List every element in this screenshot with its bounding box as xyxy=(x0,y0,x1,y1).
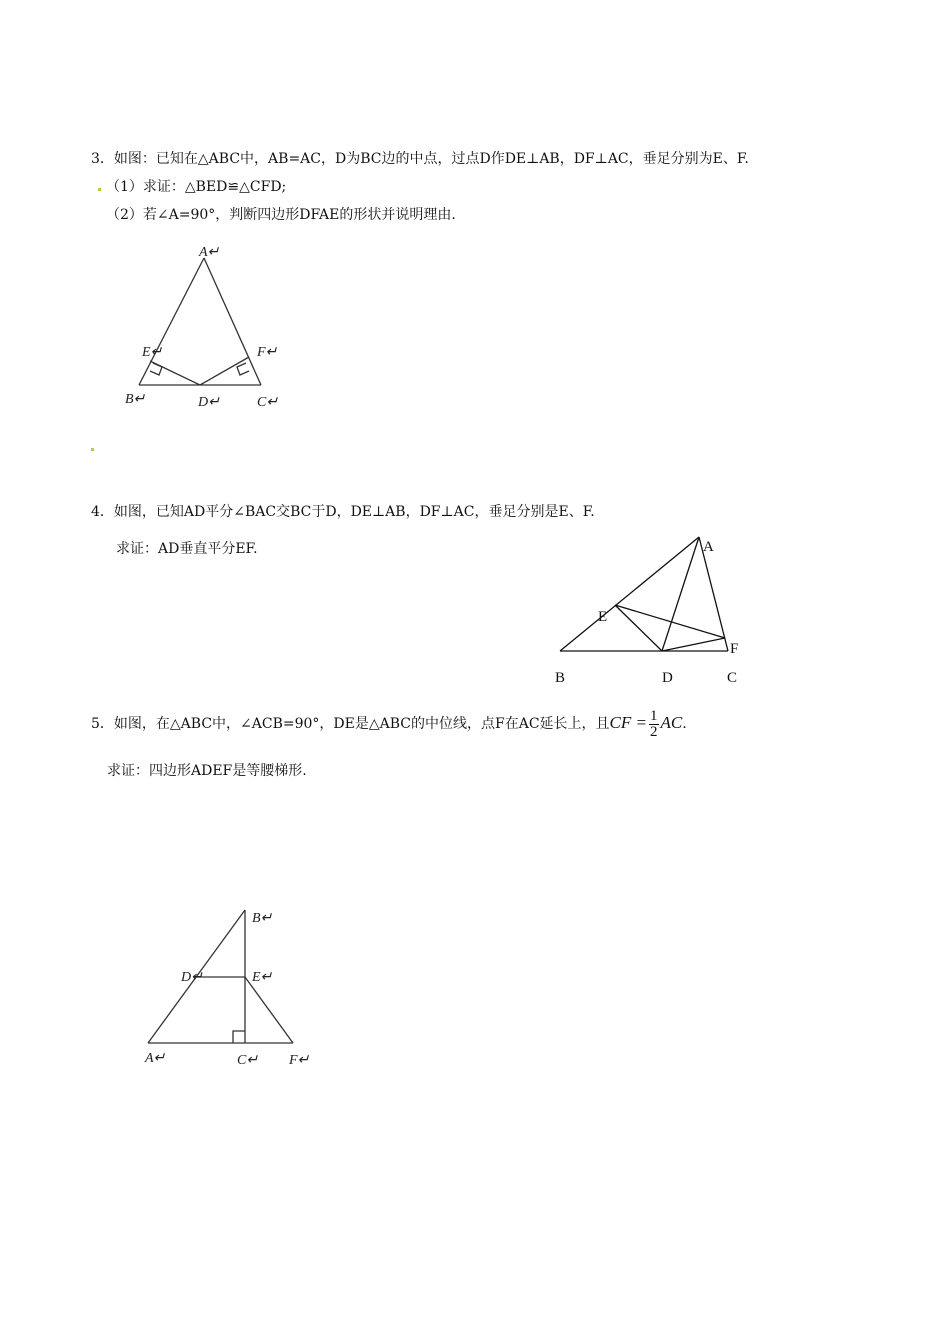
label-c: C↵ xyxy=(257,395,279,410)
segment-ef xyxy=(245,977,293,1043)
label-a: A↵ xyxy=(199,245,220,260)
problem5-stem-text: 5．如图，在△ABC中，∠ACB=90°，DE是△ABC的中位线，点F在AC延长上，且 xyxy=(91,716,610,732)
problem4-prove: 求证：AD垂直平分EF. xyxy=(116,541,258,557)
label-c: C xyxy=(727,670,738,686)
label-e: E↵ xyxy=(142,345,163,360)
right-angle-c xyxy=(233,1031,245,1043)
label-c: C↵ xyxy=(237,1053,259,1068)
label-a: A↵ xyxy=(145,1051,166,1066)
label-d: D↵ xyxy=(181,970,203,985)
problem3-part2: （2）若∠A=90°，判断四边形DFAE的形状并说明理由. xyxy=(106,207,456,223)
label-f: F xyxy=(730,641,739,657)
label-d: D↵ xyxy=(198,395,220,410)
problem5-prove: 求证：四边形ADEF是等腰梯形. xyxy=(107,763,307,779)
label-b: B↵ xyxy=(125,392,146,407)
label-a: A xyxy=(703,539,714,555)
fraction-numerator: 1 xyxy=(650,707,658,724)
label-f: F↵ xyxy=(257,345,278,360)
label-e: E xyxy=(598,609,608,625)
label-e: E↵ xyxy=(252,970,273,985)
problem4-stem: 4．如图，已知AD平分∠BAC交BC于D，DE⊥AB，DF⊥AC，垂足分别是E、F. xyxy=(91,504,595,520)
fraction-denominator: 2 xyxy=(650,723,658,740)
formula-lhs: CF = xyxy=(609,713,647,732)
label-b: B xyxy=(555,670,566,686)
formula-rhs: AC xyxy=(660,713,683,732)
problem3-part1: （1）求证：△BED≌△CFD; xyxy=(106,179,287,195)
label-f: F↵ xyxy=(289,1053,310,1068)
problem3-stem: 3．如图：已知在△ABC中，AB=AC，D为BC边的中点，过点D作DE⊥AB，DF⊥AC，垂足分别为E、F. xyxy=(91,151,749,167)
label-d: D xyxy=(662,670,673,686)
label-b: B↵ xyxy=(252,911,273,926)
formula-end: . xyxy=(682,716,687,732)
